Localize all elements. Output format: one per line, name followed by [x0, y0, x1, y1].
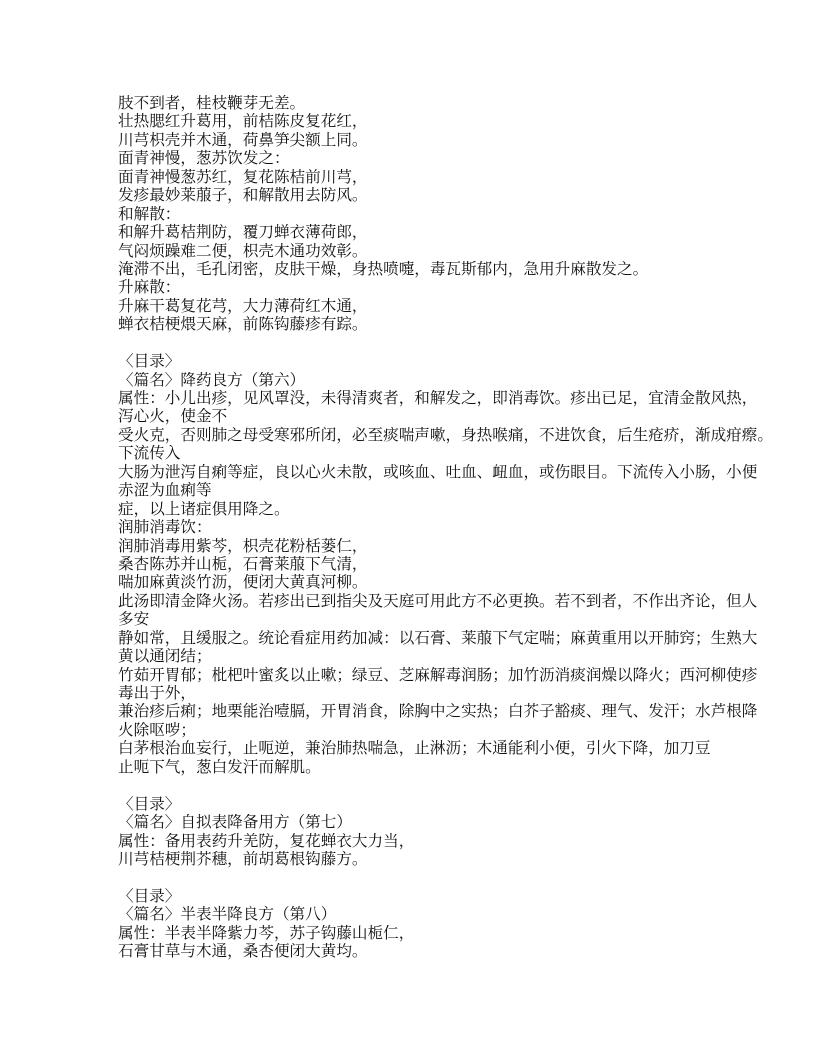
text-line: 〈篇名〉自拟表降备用方（第七）: [118, 813, 352, 832]
text-line: 属性：备用表药升羌防，复花蝉衣大力当，: [118, 831, 415, 850]
text-line: 蝉衣桔梗煨天麻，前陈钩藤疹有踪。: [118, 315, 368, 334]
text-line: 属性：小儿出疹，见风罩没，未得清爽者，和解发之，即消毒饮。疹出已足，宜清金散风热，: [118, 389, 758, 407]
text-line: 此汤即清金降火汤。若疹出已到指尖及天庭可用此方不必更换。若不到者，不作出齐论，但人: [118, 591, 758, 610]
section-2: [118, 352, 773, 776]
text-line: 淹滞不出，毛孔闭密，皮肤干燥，身热喷嚏，毒瓦斯郁内，急用升麻散发之。: [118, 259, 649, 278]
document-page: [118, 94, 773, 961]
text-line: 下流传入: [118, 444, 181, 463]
text-line: 肢不到者，桂枝鞭芽无差。: [118, 94, 306, 112]
text-line: 〈篇名〉降药良方（第六）: [118, 370, 306, 389]
blank-line: [118, 868, 718, 886]
text-line: 润肺消毒饮：: [118, 518, 212, 537]
text-line: 喘加麻黄淡竹沥，便闭大黄真河柳。: [118, 573, 368, 592]
text-line: 〈目录〉: [118, 352, 181, 371]
text-line: 气闷烦躁难二便，枳壳木通功效彰。: [118, 241, 368, 260]
text-line: 兼治疹后痢；地栗能治噎膈，开胃消食，除胸中之实热；白芥子豁痰、理气、发汗；水芦根降: [118, 702, 758, 721]
section-3: [118, 795, 718, 869]
blank-line: [118, 334, 718, 352]
text-line: 赤涩为血痢等: [118, 481, 212, 500]
text-line: 〈目录〉: [118, 794, 181, 813]
text-line: 静如常，且缓服之。统论看症用药加减：以石膏、莱菔下气定喘；麻黄重用以开肺窍；生熟大: [118, 628, 758, 647]
text-line: 火除呕哕；: [118, 720, 196, 739]
text-line: 川芎桔梗荆芥穗，前胡葛根钩藤方。: [118, 849, 368, 868]
text-line: 止呃下气，葱白发汗而解肌。: [118, 757, 321, 776]
text-line: 川芎枳壳并木通，荷鼻笋尖额上同。: [118, 130, 368, 149]
text-line: 大肠为泄泻自痢等症，良以心火未散，或咳血、吐血、衄血，或伤眼目。下流传入小肠，小便: [118, 462, 758, 481]
text-line: 〈篇名〉半表半降良方（第八）: [118, 905, 337, 924]
text-line: 发疹最妙莱菔子，和解散用去防风。: [118, 186, 368, 205]
text-line: 润肺消毒用紫芩，枳壳花粉栝蒌仁，: [118, 536, 368, 555]
section-1: [118, 94, 718, 334]
text-line: 竹茹开胃郁；枇杷叶蜜炙以止嗽；绿豆、芝麻解毒润肠；加竹沥消痰润燥以降火；西河柳使疹: [118, 665, 758, 684]
text-line: 属性：半表半降紫力芩，苏子钩藤山栀仁，: [118, 923, 415, 942]
text-line: 壮热腮红升葛用，前桔陈皮复花红，: [118, 112, 368, 131]
text-line: 〈目录〉: [118, 886, 181, 905]
text-line: 桑杏陈苏并山栀，石膏莱菔下气清，: [118, 554, 368, 573]
text-line: 白茅根治血妄行，止呃逆，兼治肺热喘急，止淋沥；木通能利小便，引火下降，加刀豆: [118, 739, 711, 758]
text-line: 和解散：: [118, 204, 181, 223]
text-line: 黄以通闭结；: [118, 647, 212, 666]
blank-line: [118, 776, 718, 794]
section-4: [118, 887, 718, 961]
text-line: 面青神慢，葱苏饮发之：: [118, 149, 290, 168]
text-line: 石膏甘草与木通，桑杏便闭大黄均。: [118, 942, 368, 961]
text-line: 多安: [118, 610, 150, 629]
text-line: 毒出于外，: [118, 684, 196, 702]
text-line: 面青神慢葱苏红，复花陈桔前川芎，: [118, 167, 368, 186]
text-line: 泻心火，使金不: [118, 407, 228, 426]
text-line: 升麻干葛复花芎，大力薄荷红木通，: [118, 296, 368, 315]
text-line: 升麻散：: [118, 278, 181, 297]
text-line: 受火克，否则肺之母受寒邪所闭，必至痰喘声嗽，身热喉痛，不进饮食，后生疮疥，渐成疳瘵。: [118, 425, 773, 444]
text-line: 症，以上诸症俱用降之。: [118, 499, 290, 518]
text-line: 和解升葛桔荆防，覆刀蝉衣薄荷郎，: [118, 223, 368, 242]
